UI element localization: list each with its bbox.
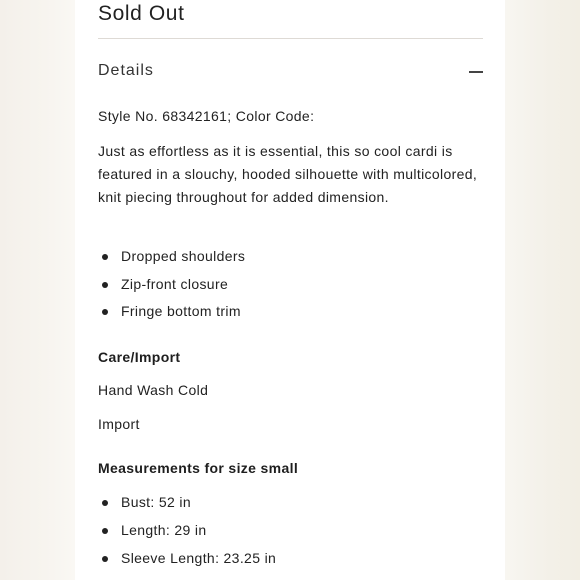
measurement-item xyxy=(98,522,207,538)
details-title: Details xyxy=(98,62,154,79)
bullet-icon xyxy=(102,309,108,315)
bullet-icon xyxy=(102,556,108,562)
product-details-panel xyxy=(75,0,505,580)
feature-text: Fringe bottom trim xyxy=(121,303,241,319)
measurement-item xyxy=(98,494,191,510)
measurement-text: Sleeve Length: 23.25 in xyxy=(121,550,277,566)
feature-item xyxy=(98,248,245,264)
care-item: Import xyxy=(98,416,140,432)
measurement-text: Length: 29 in xyxy=(121,522,207,538)
divider xyxy=(98,38,483,39)
measurement-text: Bust: 52 in xyxy=(121,494,192,510)
measurement-item xyxy=(98,550,276,566)
feature-text: Dropped shoulders xyxy=(121,248,246,264)
bullet-icon xyxy=(102,254,108,260)
measurements-heading: Measurements for size small xyxy=(98,460,299,476)
bullet-icon xyxy=(102,282,108,288)
bullet-icon xyxy=(102,528,108,534)
care-heading: Care/Import xyxy=(98,349,181,365)
feature-item xyxy=(98,303,241,319)
feature-item xyxy=(98,276,228,292)
sold-out-status: Sold Out xyxy=(98,2,185,25)
background-left xyxy=(0,0,75,580)
collapse-minus-icon[interactable] xyxy=(469,71,483,73)
care-item: Hand Wash Cold xyxy=(98,382,209,398)
bullet-icon xyxy=(102,500,108,506)
feature-text: Zip-front closure xyxy=(121,276,229,292)
details-accordion-toggle[interactable] xyxy=(98,58,483,86)
style-number: Style No. 68342161; Color Code: xyxy=(98,108,315,124)
background-right xyxy=(505,0,580,580)
product-description: Just as effortless as it is essential, this so cool cardi is featured in a slouchy, hooded silhouette with multicolored, knit piecing throughout for added dimension. xyxy=(98,143,478,205)
